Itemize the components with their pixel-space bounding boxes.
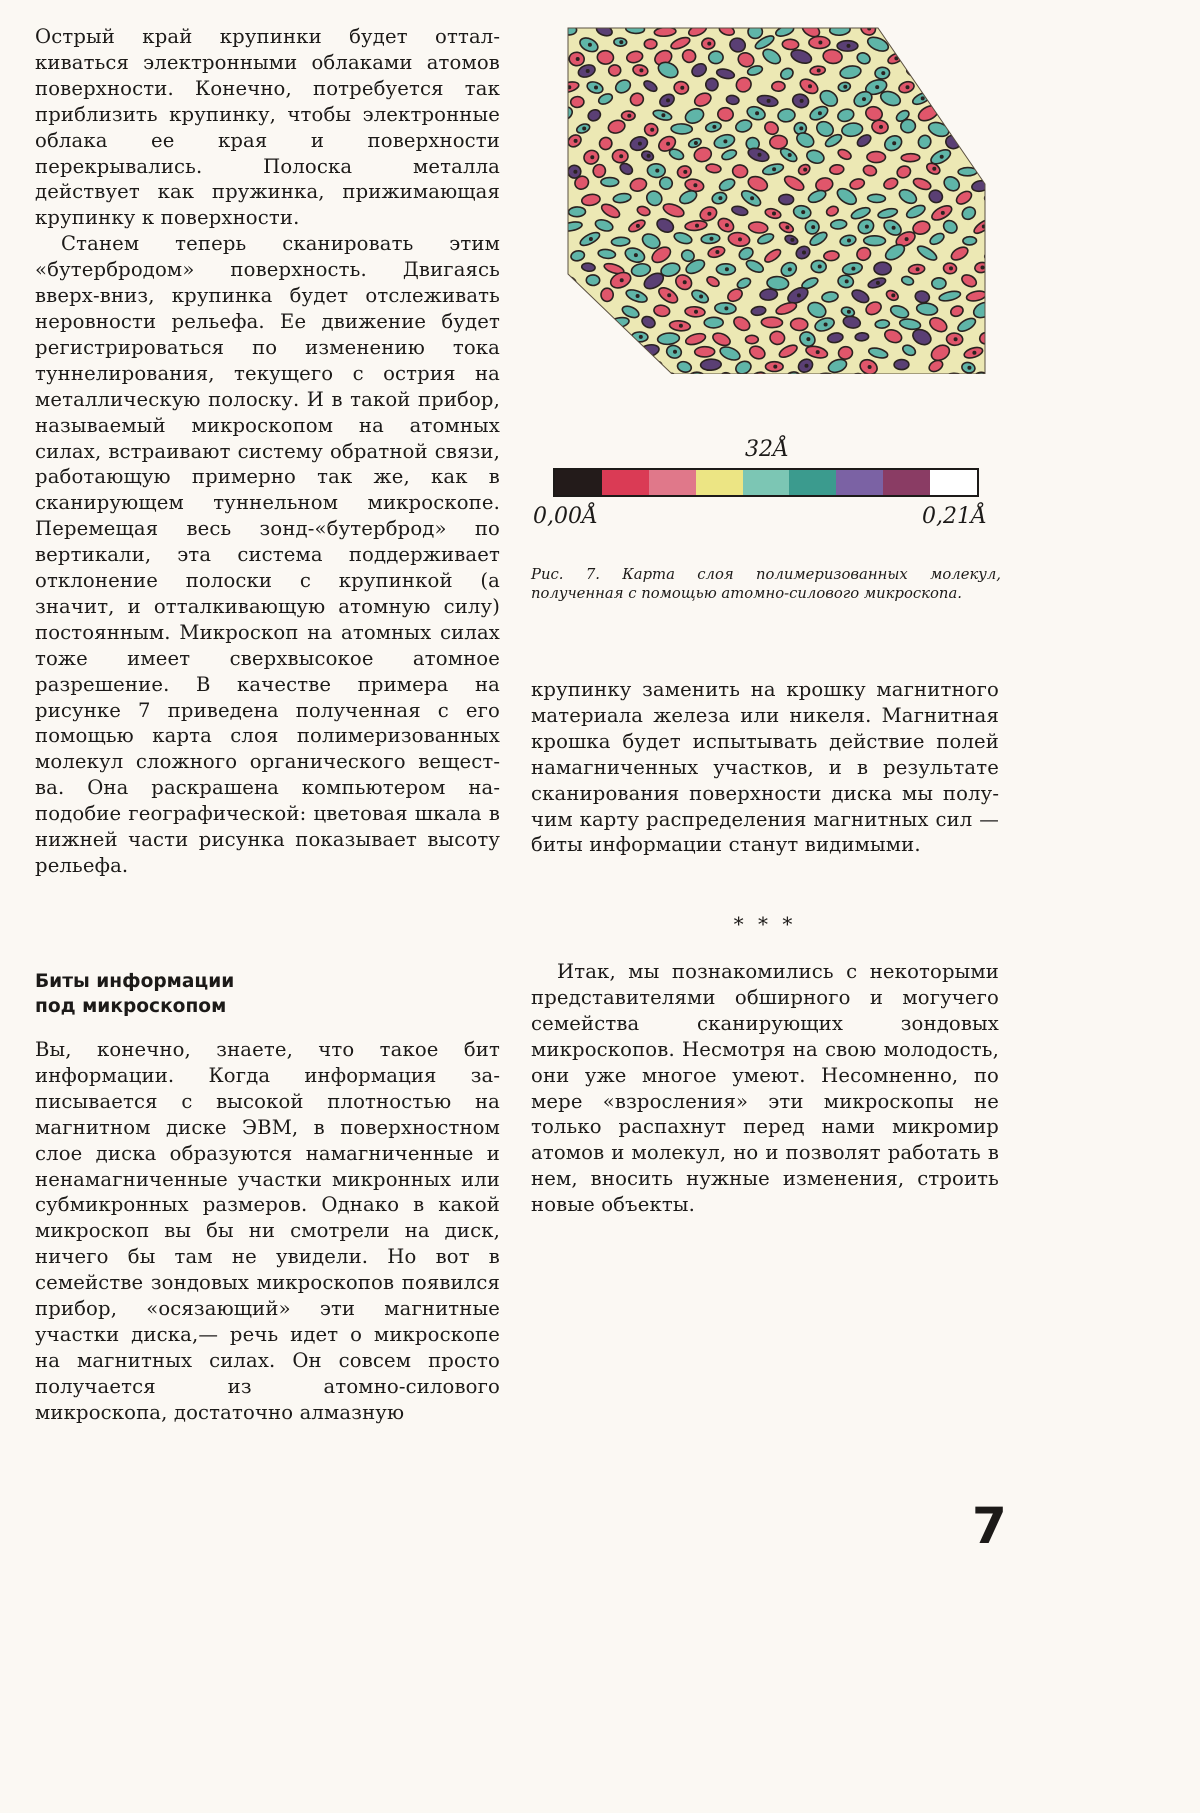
molecule-core [785,225,789,229]
molecule-blob [986,313,990,333]
molecule-core [811,225,815,229]
molecule-core [788,267,792,271]
molecule-core [634,253,638,257]
molecule-blob [601,370,618,374]
scale-swatch [883,470,930,495]
molecule-blob [625,24,644,34]
molecule-core [865,225,869,229]
molecule-blob [931,77,949,92]
molecule-core [891,293,895,297]
molecule-blob [567,332,584,348]
molecule-core [650,128,654,132]
molecule-core [679,324,683,328]
molecule-blob [901,119,916,133]
molecule-blob [987,357,990,372]
molecule-core [767,99,771,103]
molecule-core [725,267,729,271]
molecule-blob [920,53,937,67]
molecule-core [916,267,920,271]
molecule-blob [986,120,990,138]
molecule-core [621,349,625,353]
molecule-blob [959,118,978,135]
molecule-blob [926,40,946,51]
molecule-core [598,362,602,366]
molecule-core [799,126,803,130]
molecule-core [683,170,687,174]
molecule-core [666,98,670,102]
molecule-core [724,306,728,310]
molecule-blob [874,262,891,275]
molecule-core [715,250,719,254]
molecule-blob [897,36,918,52]
molecule-blob [885,24,907,41]
molecule-core [946,97,950,101]
molecule-blob [864,236,886,246]
paragraph: Вы, конечно, знаете, что такое бит информации. Когда информация записывается с высокой плотностью на магнитном диске ЭВМ, в поверхностном слое диска образуются намагниченные и ненамагниченные участки микронных или субмикронных размеров. Однако в какой микроскоп вы бы ни смотрели на диск, ничего бы там не увидели. Но вот в семействе зондовых микроскопов появился прибор, «осязающий» эти магнитные участки диска,— речь идет о микроскопе на магнитных силах. Он совсем просто получается из атомно-силового микроскопа, достаточно алмазную [35,1038,500,1424]
paragraph: Острый край крупинки будет отталкиваться электронными облаками атомов поверхности. Конечно, потребуется так приблизить крупинку, чтобы электронные облака ее края и поверхности перекрывались. Полоска металла действует как пружинка, прижимающая крупинку к поверхности. [35,25,500,230]
molecule-blob [911,24,932,38]
molecule-core [940,155,944,159]
molecule-blob [597,50,614,65]
molecule-blob [932,278,946,289]
molecule-core [818,111,822,115]
molecule-map-figure [560,24,990,374]
molecule-blob [939,61,960,80]
molecule-core [981,266,985,270]
molecule-blob [586,275,600,286]
molecule-core [806,337,810,341]
molecule-blob [782,39,799,50]
molecule-blob [779,194,794,205]
molecule-core [654,366,658,370]
molecule-blob [585,344,600,358]
molecule-core [639,335,643,339]
molecule-core [906,85,910,89]
section-separator: * * * [733,912,797,936]
molecule-core [816,350,820,354]
molecule-core [817,69,821,73]
molecule-blob [790,318,808,331]
molecule-core [590,155,594,159]
molecule-core [718,196,722,200]
molecule-core [755,111,759,115]
molecule-blob [901,154,920,162]
molecule-core [694,141,698,145]
molecule-core [875,85,879,89]
molecule-core [847,44,851,48]
molecule-core [638,142,642,146]
molecule-core [683,280,687,284]
molecule-blob [566,373,590,374]
scale-label-min: 0,00Å [533,504,598,529]
paragraph: Станем теперь сканировать этим «бутербродом» поверхность. Двигаясь вверх-вниз, крупинка будет отслеживать неровности рельефа. Ее движение будет регистрироваться по изменению тока туннелирования, текущего с острия на металлическую полоску. И в такой прибор, называемый микроскопом на атомных силах, встраивают систему обратной связи, работающую примерно так же, как в сканирующем туннельном микроскопе. Перемещая весь зонд-«бутерброд» по вертикали, эта система поддерживает отклонение полоски с крупинкой (а значит, и отталкивающую атомную силу) постоянным. Микроскоп на атомных силах тоже имеет сверхвысокое атомное разрешение. В качестве примера на рисунке 7 приведена полученная с его помощью карта слоя полимеризованных молекул сложного органического вещества. Она раскрашена компьютером наподобие географической: цветовая шкала в нижней части рисунка показывает высоту рельефа. [35,232,500,877]
molecule-core [710,237,714,241]
molecule-core [723,139,727,143]
molecule-blob [564,288,585,302]
molecule-core [588,43,592,47]
molecule-core [843,85,847,89]
molecule-core [892,226,896,230]
molecule-blob [942,24,960,38]
molecule-core [738,237,742,241]
scale-swatch [555,470,602,495]
molecule-core [772,167,776,171]
molecule-blob [746,335,759,343]
molecule-core [655,169,659,173]
molecule-blob [963,236,977,245]
molecule-blob [947,106,966,123]
molecule-core [824,323,828,327]
molecule-core [788,153,792,157]
molecule-core [879,125,883,129]
right-column-conclusion [531,959,999,1218]
molecule-core [694,310,698,314]
molecule-core [790,238,794,242]
molecule-core [750,196,754,200]
molecule-blob [772,81,786,91]
molecule-core [801,210,805,214]
molecule-blob [986,162,990,179]
right-column [531,677,999,858]
molecule-core [805,364,809,368]
molecule-core [619,154,623,158]
molecule-blob [627,373,649,374]
molecule-core [932,167,936,171]
molecule-core [725,223,729,227]
molecule-blob [986,207,990,218]
scale-swatch [602,470,649,495]
molecule-core [847,239,851,243]
molecule-core [941,211,945,215]
molecule-core [562,112,566,116]
molecule-blob [977,135,990,149]
molecule-blob [620,357,638,374]
molecule-core [576,57,580,61]
section-heading-line: под микроскопом [35,996,227,1017]
molecule-blob [823,250,839,261]
molecule-core [573,170,577,174]
scale-label-max: 0,21Å [922,504,987,529]
page-number: 7 [972,1497,1007,1555]
section-heading [35,969,335,1019]
molecule-core [699,295,703,299]
molecule-core [574,139,578,143]
molecule-core [928,58,932,62]
molecule-core [976,155,980,159]
molecule-blob [989,41,990,52]
scale-label-top: 32Å [745,437,789,462]
molecule-core [773,365,777,369]
scale-swatch [789,470,836,495]
molecule-blob [671,124,693,135]
molecule-blob [937,92,957,105]
molecule-blob [608,65,621,77]
molecule-core [862,97,866,101]
molecule-core [589,237,593,241]
molecule-blob [570,96,584,108]
molecule-blob [830,219,847,229]
molecule-core [707,42,711,46]
molecule-core [847,310,851,314]
molecule-blob [644,39,657,49]
molecule-core [954,337,958,341]
molecule-core [800,99,804,103]
molecule-blob [958,35,979,50]
molecule-core [905,237,909,241]
molecule-blob [601,288,613,301]
molecule-core [959,55,963,59]
molecule-blob [717,107,733,121]
molecule-blob [875,319,890,328]
molecule-blob [568,207,585,217]
molecule-core [851,267,855,271]
molecule-core [639,68,643,72]
molecule-core [583,323,587,327]
molecule-blob [855,332,869,341]
molecule-blob [986,79,990,96]
molecule-core [797,293,801,297]
scale-swatch [930,470,977,495]
molecule-core [803,168,807,172]
molecule-core [673,350,677,354]
molecule-core [951,28,955,32]
molecule-core [620,278,624,282]
molecule-blob [704,317,723,328]
molecule-core [707,212,711,216]
molecule-blob [986,54,990,63]
scale-swatch [836,470,883,495]
molecule-blob [986,274,990,290]
molecule-core [693,183,697,187]
molecule-blob [968,62,990,81]
molecule-core [627,114,631,118]
molecule-core [712,125,716,129]
molecule-core [939,82,943,86]
molecule-blob [574,316,594,333]
molecule-blob [598,330,621,343]
molecule-core [876,281,880,285]
molecule-core [574,293,578,297]
molecule-blob [562,356,584,374]
molecule-blob [867,151,886,162]
molecule-blob [709,51,724,64]
molecule-blob [867,194,885,203]
molecule-core [892,141,896,145]
molecule-core [661,113,665,117]
molecule-core [949,266,953,270]
molecule-core [560,195,564,199]
molecule-core [758,153,762,157]
molecule-core [845,279,849,283]
molecule-core [868,365,872,369]
molecule-blob [974,24,990,39]
molecule-blob [563,25,577,35]
molecule-blob [966,93,987,108]
molecule-core [647,154,651,158]
molecule-core [619,40,623,44]
molecule-core [972,351,976,355]
left-column [35,24,500,879]
molecule-core [808,84,812,88]
molecule-core [636,294,640,298]
molecule-core [582,127,586,131]
molecule-blob [695,347,715,358]
section-heading-line: Биты информации [35,971,235,992]
molecule-core [586,69,590,73]
molecule-blob [748,25,763,39]
molecule-blob [560,277,576,291]
molecule-blob [829,164,844,175]
molecule-blob [894,359,909,369]
molecule-blob [611,237,630,247]
molecule-core [985,336,989,340]
molecule-core [695,224,699,228]
scale-swatch [649,470,696,495]
molecule-core [921,96,925,100]
molecule-blob [770,135,788,149]
section-body [35,1037,500,1426]
height-color-scale [553,468,979,497]
molecule-core [818,41,822,45]
molecule-blob [560,305,574,318]
molecule-blob [613,342,630,359]
paragraph: крупинку заменить на крошку магнитного материала железа или никеля. Магнитная крошка будет испытывать действие полей намагниченных участков, и в результате сканирования поверхности диска мы получим карту распределения магнитных сил — биты информации станут видимыми. [531,678,999,857]
molecule-core [802,251,806,255]
molecule-core [666,142,670,146]
molecule-blob [601,178,619,187]
molecule-core [967,366,971,370]
molecule-blob [956,77,978,95]
molecule-core [680,86,684,90]
scale-swatch [696,470,743,495]
molecule-core [636,224,640,228]
molecule-blob [761,317,783,328]
molecule-core [772,212,776,216]
molecule-core [818,265,822,269]
molecule-core [935,44,939,48]
molecule-blob [590,358,609,370]
molecule-blob [700,359,721,371]
figure-caption: Рис. 7. Карта слоя полимеризованных молекул, полученная с помощью атомно-силового микроскопа. [531,566,1001,602]
molecule-core [594,86,598,90]
molecule-blob [972,106,990,123]
scale-swatch [743,470,790,495]
paragraph: Итак, мы познакомились с некоторыми представителями обширного и могучего семейства сканирующих зондовых микроскопов. Несмотря на свою молодость, они уже многое умеют. Несомненно, по мере «взросления» эти микроскопы не только распахнут перед нами микромир атомов и молекул, но и позволят работать в нем, вносить нужные изменения, строить новые объекты. [531,960,999,1217]
molecule-core [667,293,671,297]
molecule-core [881,71,885,75]
molecule-blob [952,52,968,63]
